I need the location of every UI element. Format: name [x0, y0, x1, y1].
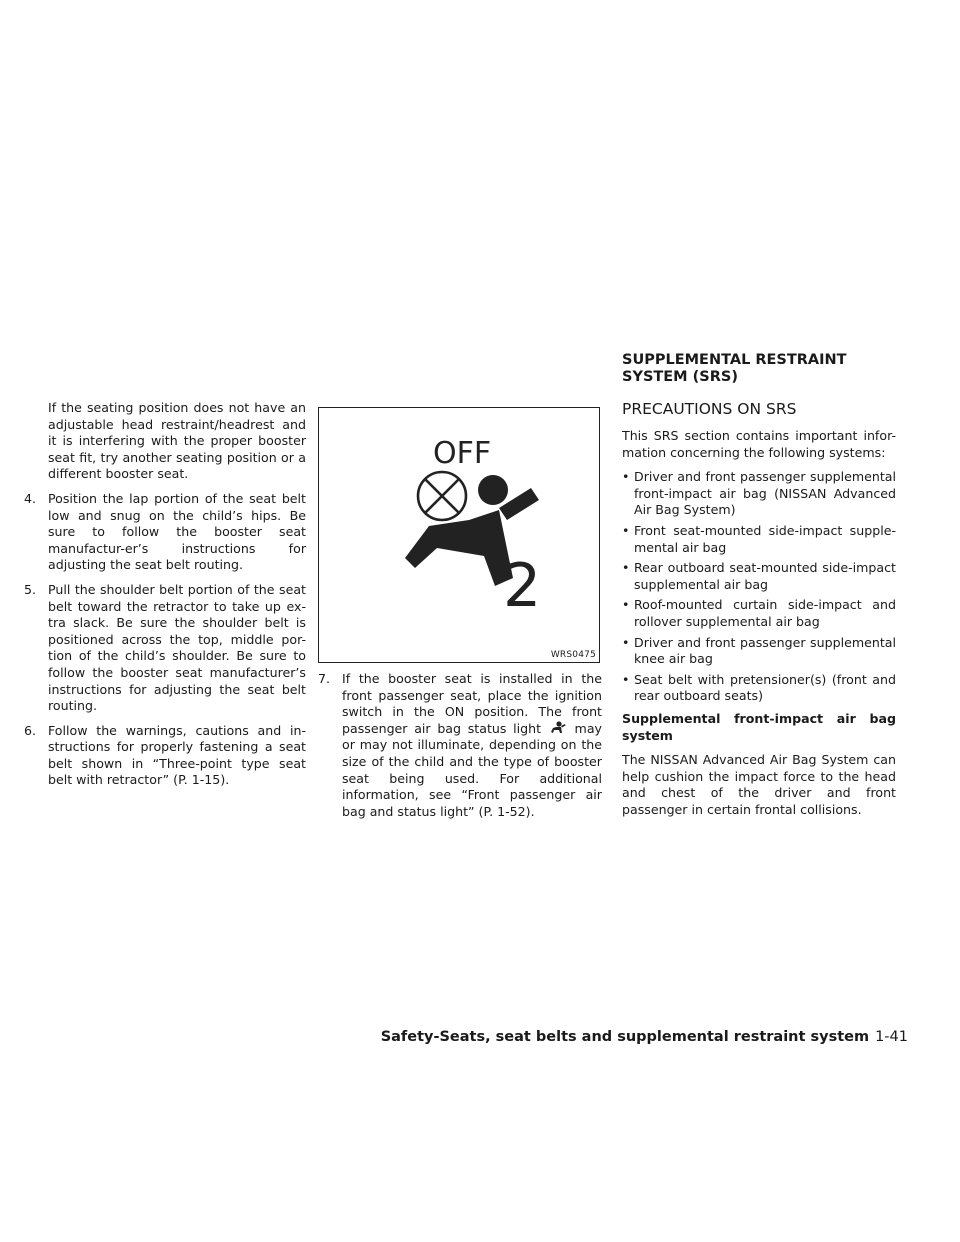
bullet-item: • Seat belt with pretensioner(s) (front and rear outboard seats)	[622, 671, 896, 704]
intro-paragraph: If the seating position does not have an adjustable head restraint/headrest and it is interfering with the proper booster seat fit, try another seating position or a different booster seat.	[48, 400, 306, 482]
list-text: Pull the shoulder belt portion of the seat belt toward the retractor to take up ex-tra slack. Be sure the shoulder belt is positioned across the top, middle por-tion of the child’s shoulder. Be sure to follow the booster seat manufacturer’s instructions for adjusting the seat belt routing.	[48, 581, 306, 714]
srs-intro-paragraph: This SRS section contains important infor-mation concerning the following systems:	[622, 428, 896, 460]
chapter-title: Safety-Seats, seat belts and supplemental restraint system	[380, 1029, 870, 1045]
list-text: Position the lap portion of the seat belt low and snug on the child’s hips. Be sure to follow the booster seat manufactur-er’s instructions for adjusting the seat belt routing.	[48, 490, 306, 573]
section-title: SUPPLEMENTAL RESTRAINT SYSTEM (SRS)	[622, 352, 847, 385]
list-text-part2: may or may not illuminate, depending on the size of the child and the type of booster seat being used. For additional information, see “Front passenger air bag and status light” (P. 1-52).	[342, 720, 602, 819]
list-item-7	[318, 671, 602, 820]
bullet-item: • Roof-mounted curtain side-impact and rollover supplemental air bag	[622, 597, 896, 629]
middle-column	[318, 400, 602, 828]
list-number: 5.	[24, 581, 37, 597]
subsection-title: Supplemental front-impact air bag system	[622, 710, 896, 743]
page-footer	[381, 1029, 908, 1045]
figure-code: WRS0475	[550, 650, 596, 660]
off-label: OFF	[433, 436, 492, 471]
list-text: Follow the warnings, cautions and in-structions for properly fastening a seat belt shown in “Three-point type seat belt with retractor” (P. 1-15).	[48, 722, 306, 788]
right-column	[622, 400, 896, 826]
list-number: 6.	[24, 722, 37, 738]
passenger-airbag-status-icon	[550, 721, 566, 735]
passenger-airbag-off-icon	[319, 408, 599, 662]
list-item-4	[24, 491, 306, 574]
bullet-item: • Driver and front passenger supplemental knee air bag	[622, 634, 896, 667]
list-item-5	[24, 582, 306, 715]
left-column	[24, 400, 306, 797]
list-item-6	[24, 723, 306, 789]
list-number: 7.	[318, 671, 331, 686]
list-text-part1: If the booster seat is installed in the front passenger seat, place the ignition switch in the ON position. The front passenger air bag status light	[342, 671, 602, 736]
bullet-item: • Driver and front passenger supplemental front-impact air bag (NISSAN Advanced Air Bag System)	[622, 469, 896, 518]
bullet-item: • Rear outboard seat-mounted side-impact supplemental air bag	[622, 560, 896, 592]
page-number: 1-41	[875, 1029, 908, 1045]
subsection-text: The NISSAN Advanced Air Bag System can help cushion the impact force to the head and chest of the driver and front passenger in certain frontal collisions.	[622, 752, 896, 817]
bullet-item: • Front seat-mounted side-impact supple-mental air bag	[622, 522, 896, 555]
list-number: 4.	[24, 490, 37, 506]
airbag-off-figure	[318, 407, 600, 663]
subtitle: PRECAUTIONS ON SRS	[622, 400, 797, 418]
figure-number: 2	[503, 551, 542, 621]
